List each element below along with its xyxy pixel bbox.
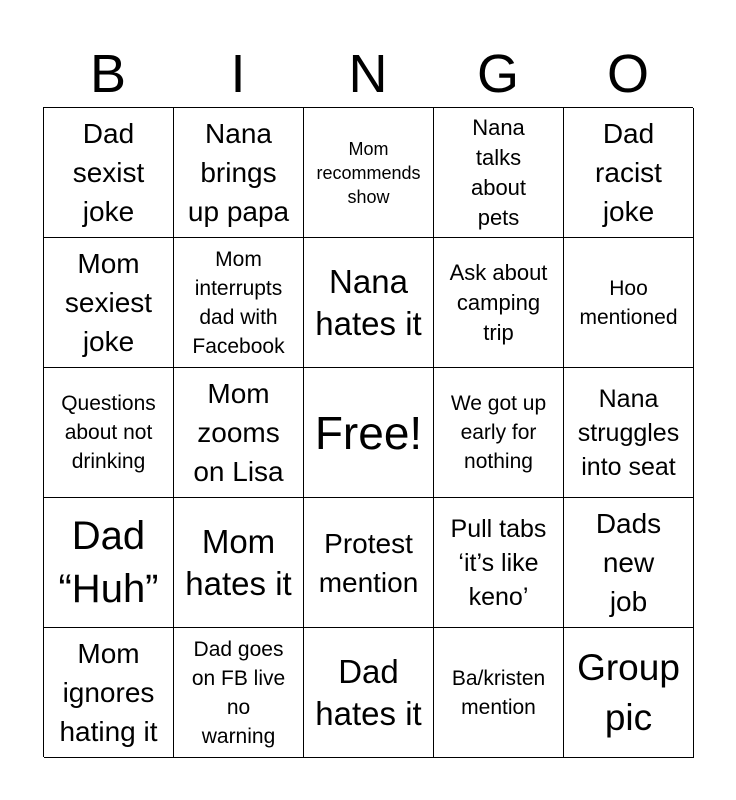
bingo-cell-r2c3[interactable] [304,238,434,368]
bingo-cell-r1c5[interactable] [564,108,694,238]
cell-text: We got up early for nothing [450,392,547,473]
bingo-cell-r1c2[interactable] [174,108,304,238]
header-letter-o: O [606,44,649,104]
bingo-cell-r4c3[interactable] [304,498,434,628]
cell-text: Dads new job [595,508,662,617]
cell-text: Dad goes on FB live no warning [191,637,286,748]
header-letter-i: I [230,44,246,104]
bingo-cell-r3c2[interactable] [174,368,304,498]
bingo-cell-r5c4[interactable] [434,628,564,758]
cell-text: Ask about camping trip [449,259,548,345]
bingo-cell-r5c3[interactable] [304,628,434,758]
bingo-cell-r1c4[interactable] [434,108,564,238]
bingo-cell-r3c4[interactable] [434,368,564,498]
cell-text: Mom hates it [185,522,292,602]
cell-text: Nana brings up papa [187,118,290,227]
bingo-header [43,40,693,108]
cell-text: Dad racist joke [595,118,662,227]
cell-text: Mom recommends show [316,138,421,207]
bingo-cell-r3c5[interactable] [564,368,694,498]
bingo-cell-r4c2[interactable] [174,498,304,628]
bingo-cell-r4c4[interactable] [434,498,564,628]
cell-text: Dad hates it [315,652,422,732]
cell-text: Mom ignores hating it [59,638,158,747]
bingo-grid [43,107,693,757]
cell-text: Questions about not drinking [61,392,156,473]
cell-text: Dad sexist joke [72,118,145,227]
bingo-cell-r2c1[interactable] [44,238,174,368]
cell-text: Protest mention [318,527,419,598]
bingo-cell-r2c2[interactable] [174,238,304,368]
cell-text: Nana talks about pets [470,114,527,230]
cell-text: Pull tabs ‘it’s like keno’ [450,514,547,611]
cell-text: Dad “Huh” [58,513,159,611]
bingo-cell-r2c4[interactable] [434,238,564,368]
bingo-cell-r1c3[interactable] [304,108,434,238]
header-letter-n: N [348,44,388,104]
bingo-cell-r4c5[interactable] [564,498,694,628]
bingo-cell-r4c1[interactable] [44,498,174,628]
bingo-cell-r5c2[interactable] [174,628,304,758]
cell-text: Nana hates it [315,262,422,342]
header-letter-b: B [89,44,127,104]
cell-text: Group pic [577,646,680,738]
bingo-cell-free[interactable] [304,368,434,498]
cell-text: Ba/kristen mention [451,666,546,719]
cell-text: Mom interrupts dad with Facebook [192,247,285,358]
bingo-cell-r1c1[interactable] [44,108,174,238]
header-letter-g: G [476,44,519,104]
bingo-cell-r3c1[interactable] [44,368,174,498]
cell-text: Mom sexiest joke [64,248,153,357]
bingo-cell-r2c5[interactable] [564,238,694,368]
bingo-cell-r5c1[interactable] [44,628,174,758]
cell-text: Hoo mentioned [579,276,678,329]
cell-text: Nana struggles into seat [577,384,680,481]
cell-text: Mom zooms on Lisa [193,378,284,487]
free-space-label: Free! [314,406,423,459]
bingo-cell-r5c5[interactable] [564,628,694,758]
